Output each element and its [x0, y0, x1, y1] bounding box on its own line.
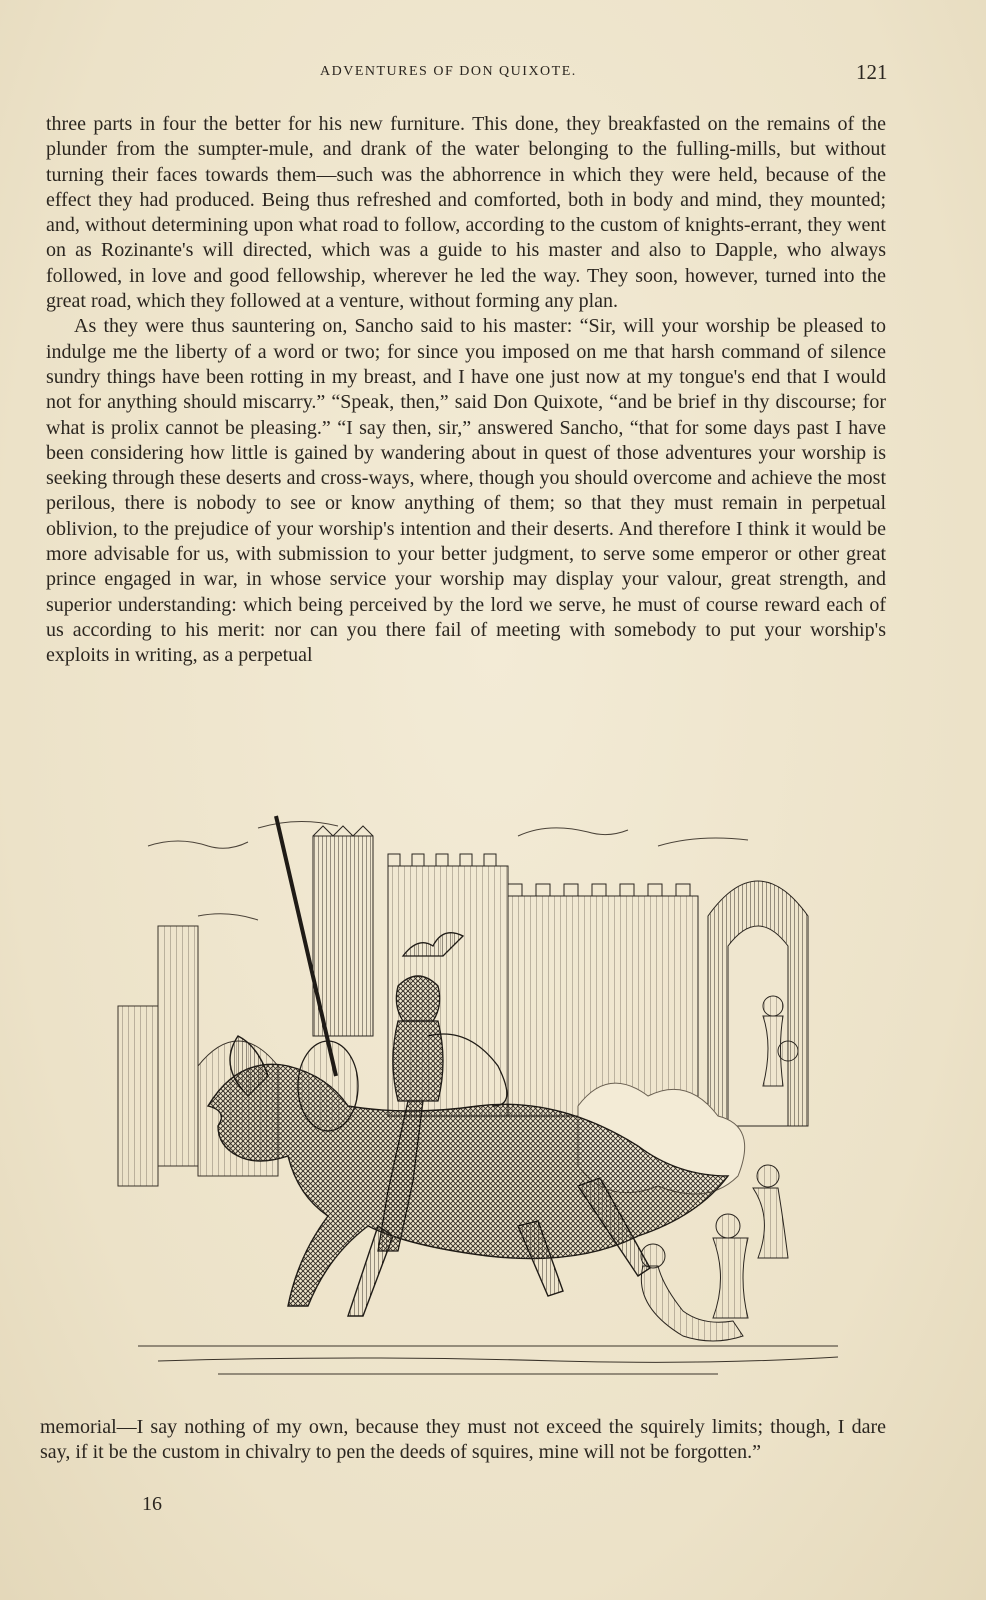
running-title: ADVENTURES OF DON QUIXOTE.: [320, 64, 577, 79]
paragraph-3: memorial—I say nothing of my own, because they must not exceed the squirely limits; though, I dare say, if it be the custom in chivalry to pen the deeds of squires, mine will not be forgotten.”: [40, 1416, 886, 1464]
text-block-bottom: [40, 1415, 886, 1466]
engraving-knight-jousting: [98, 806, 898, 1402]
page-number: 121: [856, 60, 888, 84]
paragraph-2: As they were thus sauntering on, Sancho said to his master: “Sir, will your worship be pleased to indulge me the liberty of a word or two; for since you imposed on me that harsh command of silence sundry things have been rotting in my breast, and I have one just now at my tongue's end that I would not for anything should miscarry.” “Speak, then,” said Don Quixote, “and be brief in thy discourse; for what is prolix cannot be pleasing.” “I say then, sir,” answered Sancho, “that for some days past I have been considering how little is gained by wandering about in quest of those adventures your worship is seeking through these deserts and cross-ways, where, though you should overcome and achieve the most perilous, there is nobody to see or know anything of them; so that they must remain in perpetual oblivion, to the prejudice of your worship's intention and their deserts. And therefore I think it would be more advisable for us, with submission to your better judgment, to serve some emperor or other great prince engaged in war, in whose service your worship may display your valour, great strength, and superior understanding: which being perceived by the lord we serve, he must of course reward each of us according to his merit: nor can you there fail of meeting with somebody to put your worship's exploits in writing, as a perpetual: [46, 315, 886, 667]
signature-mark: 16: [142, 1493, 162, 1515]
text-block-top: [46, 112, 886, 669]
paragraph-1: three parts in four the better for his new furniture. This done, they breakfasted on the remains of the plunder from the sumpter-mule, and drank of the water belonging to the fulling-mills, but without turning their faces towards them—such was the abhorrence in which they were held, because of the effect they had produced. Being thus refreshed and comforted, both in body and mind, they mounted; and, without determining upon what road to follow, according to the custom of knights-errant, they went on as Rozinante's will directed, which was a guide to his master and also to Dapple, who always followed, in love and good fellowship, wherever he led the way. They soon, however, turned into the great road, which they followed at a venture, without forming any plan.: [46, 113, 886, 313]
